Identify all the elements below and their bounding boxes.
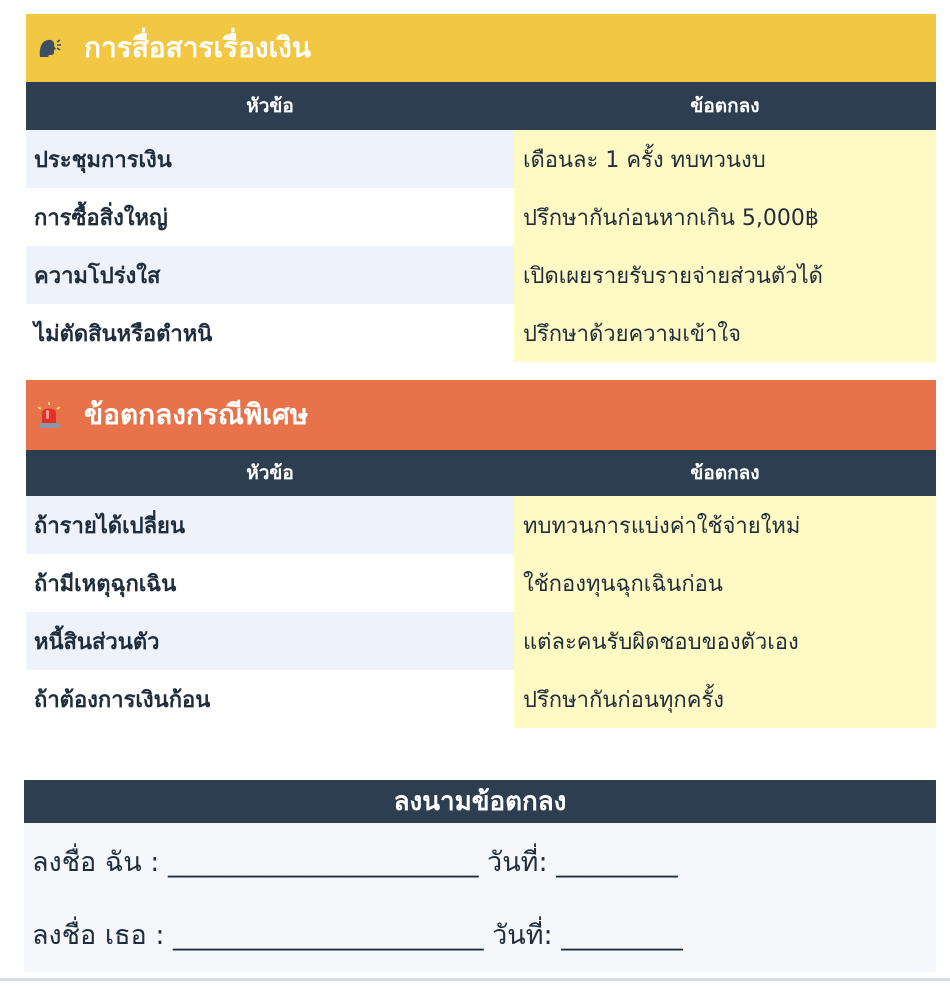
signature-section	[24, 780, 936, 972]
table-row	[26, 188, 936, 246]
row-agreement: ปรึกษากันก่อนทุกครั้ง	[514, 670, 936, 728]
row-agreement: ปรึกษาด้วยความเข้าใจ	[514, 304, 936, 362]
special-header	[26, 380, 936, 450]
table-row	[26, 612, 936, 670]
row-agreement: ทบทวนการแบ่งค่าใช้จ่ายใหม่	[514, 496, 936, 554]
row-topic: ถ้ารายได้เปลี่ยน	[26, 496, 514, 554]
table-row	[26, 304, 936, 362]
bottom-divider	[0, 978, 950, 981]
table-row	[26, 130, 936, 188]
column-header-agreement: ข้อตกลง	[690, 462, 760, 484]
column-header-agreement: ข้อตกลง	[690, 95, 760, 117]
special-section	[26, 380, 936, 728]
row-topic: หนี้สินส่วนตัว	[26, 612, 514, 670]
row-topic: การซื้อสิ่งใหญ่	[26, 188, 514, 246]
row-agreement: แต่ละคนรับผิดชอบของตัวเอง	[514, 612, 936, 670]
table-row	[26, 554, 936, 612]
communication-header	[26, 14, 936, 82]
column-header-topic: หัวข้อ	[246, 95, 294, 117]
row-topic: ถ้ามีเหตุฉุกเฉิน	[26, 554, 514, 612]
column-header-topic: หัวข้อ	[246, 462, 294, 484]
row-agreement: เดือนละ 1 ครั้ง ทบทวนงบ	[514, 130, 936, 188]
siren-light-icon	[36, 402, 62, 428]
row-topic: ไม่ตัดสินหรือตำหนิ	[26, 304, 514, 362]
row-agreement: ปรึกษากันก่อนหากเกิน 5,000฿	[514, 188, 936, 246]
signature-title: ลงนามข้อตกลง	[24, 780, 936, 823]
signature-line-her: ลงชื่อ เธอ : _______________________ วันที่: _________	[32, 920, 683, 951]
signature-line-me: ลงชื่อ ฉัน : _______________________ วันที่: _________	[32, 847, 678, 878]
table-row	[26, 246, 936, 304]
row-topic: ความโปร่งใส	[26, 246, 514, 304]
table-row	[26, 670, 936, 728]
communication-table-header	[26, 82, 936, 130]
table-row	[26, 496, 936, 554]
row-topic: ประชุมการเงิน	[26, 130, 514, 188]
communication-section	[26, 14, 936, 362]
special-title: ข้อตกลงกรณีพิเศษ	[84, 398, 309, 431]
special-table-header	[26, 450, 936, 496]
row-topic: ถ้าต้องการเงินก้อน	[26, 670, 514, 728]
row-agreement: เปิดเผยรายรับรายจ่ายส่วนตัวได้	[514, 246, 936, 304]
speaking-head-icon	[36, 35, 62, 61]
communication-title: การสื่อสารเรื่องเงิน	[84, 31, 311, 64]
row-agreement: ใช้กองทุนฉุกเฉินก่อน	[514, 554, 936, 612]
